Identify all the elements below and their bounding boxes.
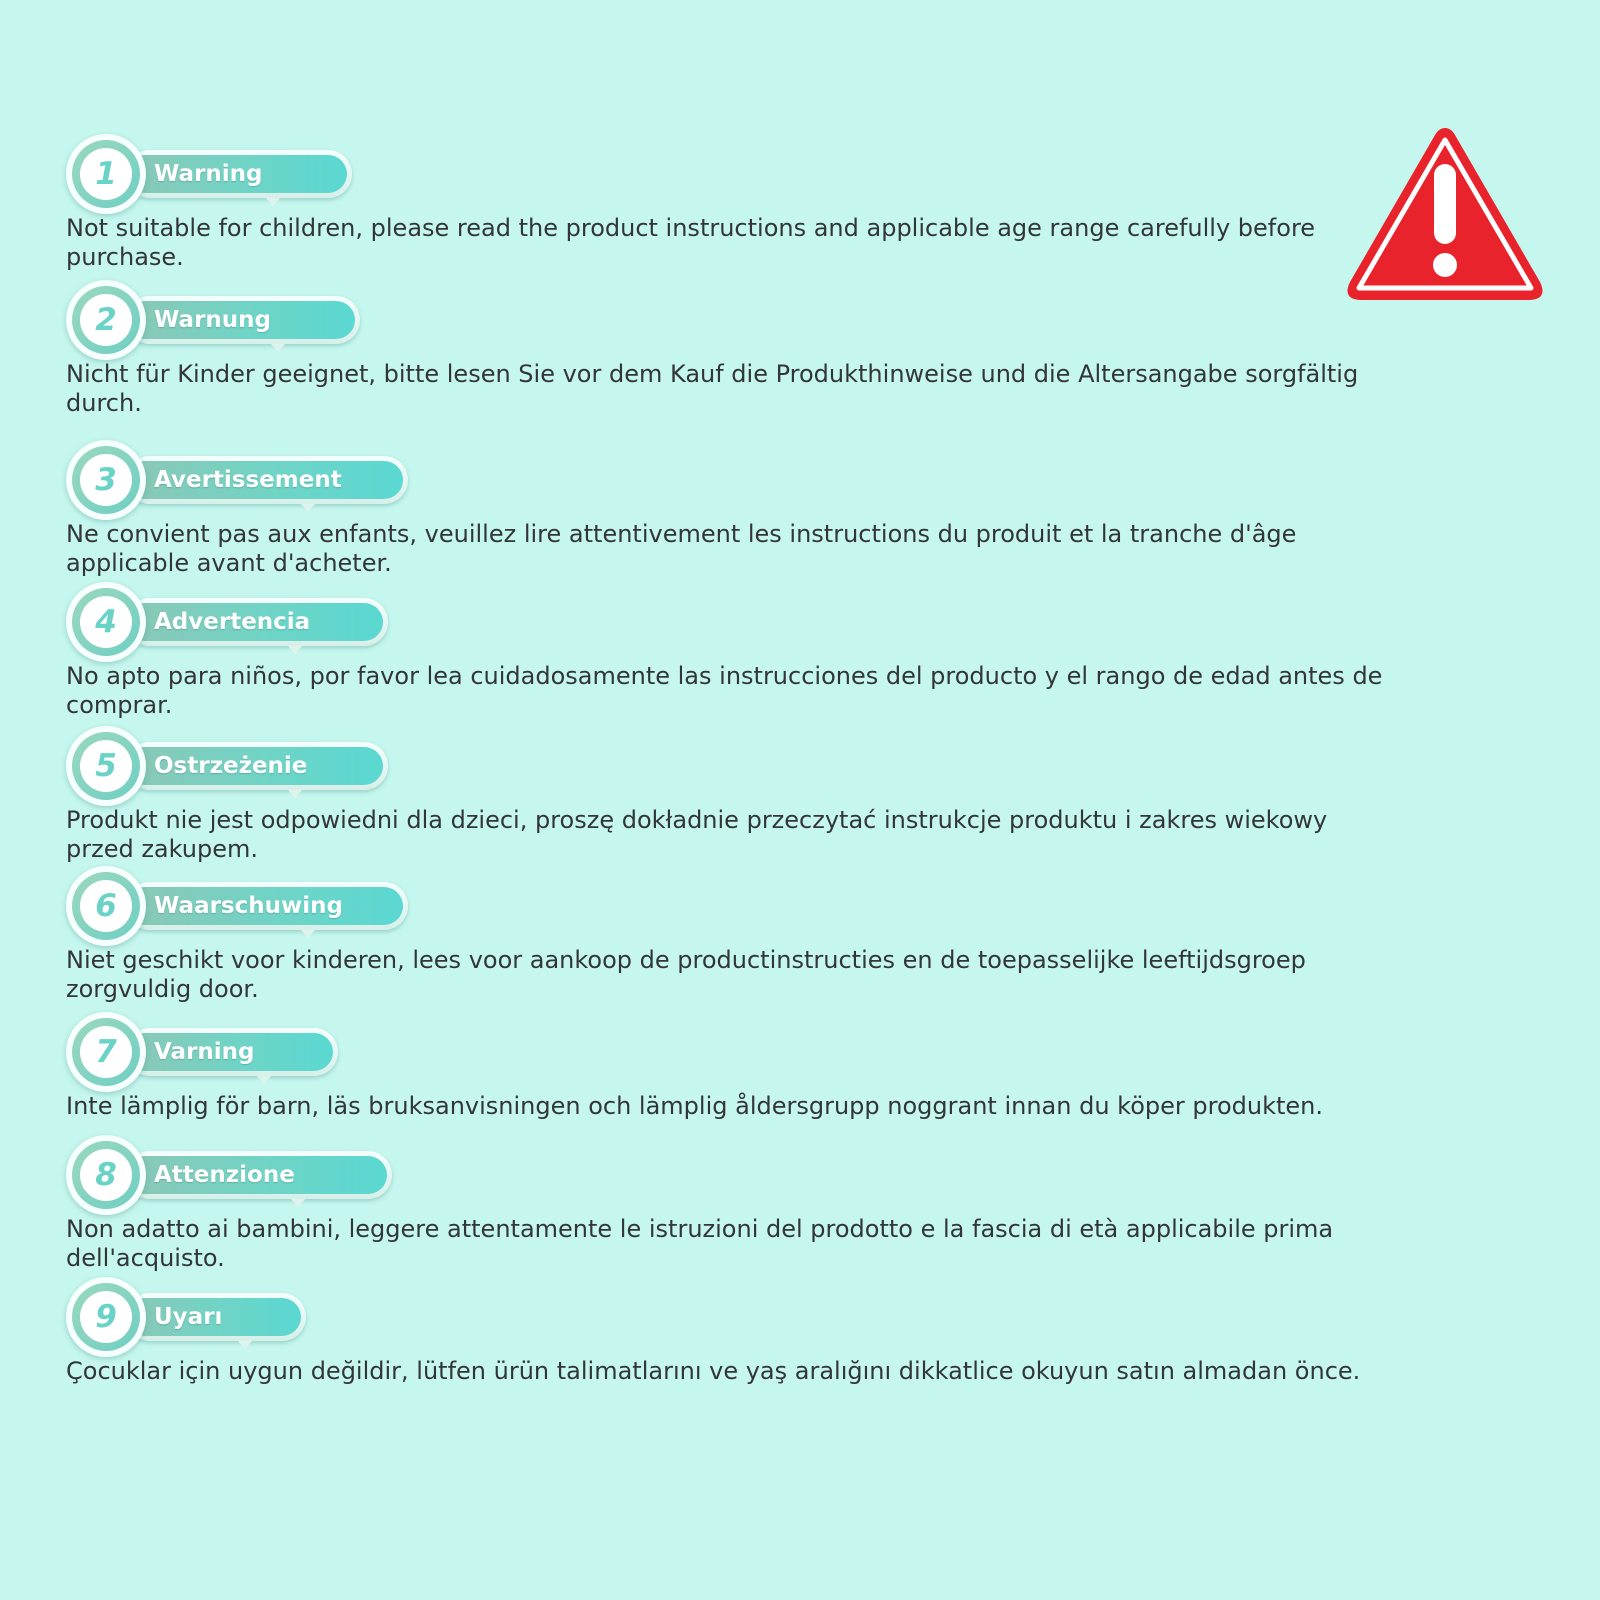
number-badge-core — [80, 596, 132, 648]
warning-text: Produkt nie jest odpowiedni dla dzieci, proszę dokładnie przeczytać instrukcje produktu i zakres wiekowy przed zakupem. — [66, 806, 1328, 863]
warning-item — [66, 1277, 1386, 1386]
warning-header — [66, 1012, 1386, 1092]
warning-title-pill — [126, 1028, 338, 1076]
warning-number: 1 — [95, 156, 117, 192]
warning-title: Advertencia — [154, 609, 311, 635]
warning-number: 4 — [95, 604, 117, 640]
pill-pointer — [301, 930, 315, 938]
warning-title-pill-inner — [126, 155, 347, 193]
warning-title-pill-inner — [126, 1298, 301, 1336]
number-badge-core — [80, 1026, 132, 1078]
pill-pointer — [288, 646, 302, 654]
warning-header — [66, 582, 1386, 662]
warning-header — [66, 1135, 1386, 1215]
warning-item — [66, 726, 1386, 864]
warning-title-pill-inner — [126, 1033, 333, 1071]
number-badge — [66, 582, 146, 662]
warning-text: Niet geschikt voor kinderen, lees voor aankoop de productinstructies en de toepasselijke leeftijdsgroep zorgvuldig door. — [66, 946, 1306, 1003]
warning-header — [66, 280, 1386, 360]
warning-header — [66, 866, 1386, 946]
number-badge-core — [80, 880, 132, 932]
warning-text: Ne convient pas aux enfants, veuillez lire attentivement les instructions du produit et la tranche d'âge applicable avant d'acheter. — [66, 520, 1297, 577]
pill-pointer — [291, 1199, 305, 1207]
number-badge-core — [80, 1149, 132, 1201]
warning-title: Avertissement — [154, 467, 342, 493]
pill-pointer — [288, 790, 302, 798]
warning-title: Warnung — [154, 307, 271, 333]
number-badge-ring — [72, 1283, 140, 1351]
warning-title-pill — [126, 1293, 306, 1341]
number-badge — [66, 726, 146, 806]
number-badge — [66, 280, 146, 360]
number-badge — [66, 134, 146, 214]
exclamation-dot — [1433, 253, 1457, 277]
warning-header — [66, 134, 1386, 214]
warning-number: 2 — [95, 302, 117, 338]
warning-header — [66, 726, 1386, 806]
warning-item — [66, 280, 1386, 418]
number-badge — [66, 440, 146, 520]
pill-pointer — [257, 1076, 271, 1084]
warning-item — [66, 582, 1386, 720]
warning-item — [66, 1012, 1386, 1121]
warning-title: Warning — [154, 161, 263, 187]
pill-pointer — [238, 1341, 252, 1349]
number-badge-core — [80, 148, 132, 200]
warning-title-pill-inner — [126, 461, 403, 499]
warning-title-pill-inner — [126, 603, 383, 641]
warning-text: Çocuklar için uygun değildir, lütfen ürün talimatlarını ve yaş aralığını dikkatlice okuyun satın almadan önce. — [66, 1357, 1361, 1385]
exclamation-bar — [1434, 164, 1456, 244]
warning-text: Nicht für Kinder geeignet, bitte lesen Sie vor dem Kauf die Produkthinweise und die Altersangabe sorgfältig durch. — [66, 360, 1359, 417]
warning-title-pill-inner — [126, 301, 355, 339]
pill-pointer — [266, 198, 280, 206]
warning-title: Uyarı — [154, 1304, 223, 1330]
warning-header — [66, 1277, 1386, 1357]
warning-item — [66, 1135, 1386, 1273]
warning-number: 9 — [95, 1299, 117, 1335]
warning-title-pill — [126, 456, 408, 504]
warning-title-pill-inner — [126, 887, 403, 925]
warning-number: 5 — [95, 748, 117, 784]
warning-number: 3 — [95, 462, 117, 498]
warning-text: Non adatto ai bambini, leggere attentamente le istruzioni del prodotto e la fascia di età applicabile prima dell'acquisto. — [66, 1215, 1334, 1272]
warning-title-pill-inner — [126, 1156, 387, 1194]
warning-title-pill — [126, 296, 360, 344]
number-badge-ring — [72, 1018, 140, 1086]
number-badge-core — [80, 294, 132, 346]
number-badge — [66, 1135, 146, 1215]
number-badge — [66, 866, 146, 946]
number-badge-ring — [72, 588, 140, 656]
warning-text: Inte lämplig för barn, läs bruksanvisningen och lämplig åldersgrupp noggrant innan du köper produkten. — [66, 1092, 1324, 1120]
number-badge-ring — [72, 446, 140, 514]
warning-title-pill — [126, 742, 388, 790]
warning-title-pill — [126, 150, 352, 198]
number-badge-core — [80, 740, 132, 792]
warning-title-pill — [126, 882, 408, 930]
warning-title: Attenzione — [154, 1162, 295, 1188]
warning-number: 7 — [95, 1034, 117, 1070]
warning-text: No apto para niños, por favor lea cuidadosamente las instrucciones del producto y el rango de edad antes de comprar. — [66, 662, 1383, 719]
warning-number: 8 — [95, 1157, 117, 1193]
warning-title: Varning — [154, 1039, 255, 1065]
warning-item — [66, 866, 1386, 1004]
number-badge-ring — [72, 140, 140, 208]
number-badge-ring — [72, 1141, 140, 1209]
warning-item — [66, 134, 1386, 272]
number-badge — [66, 1277, 146, 1357]
pill-pointer — [271, 344, 285, 352]
warning-title-pill — [126, 1151, 392, 1199]
number-badge-ring — [72, 872, 140, 940]
pill-pointer — [301, 504, 315, 512]
number-badge-core — [80, 454, 132, 506]
number-badge-core — [80, 1291, 132, 1343]
warning-title-pill — [126, 598, 388, 646]
warning-item — [66, 440, 1386, 578]
warning-text: Not suitable for children, please read the product instructions and applicable age range carefully before purchase. — [66, 214, 1316, 271]
number-badge-ring — [72, 286, 140, 354]
warning-title: Ostrzeżenie — [154, 753, 308, 779]
warning-title: Waarschuwing — [154, 893, 343, 919]
warning-title-pill-inner — [126, 747, 383, 785]
number-badge — [66, 1012, 146, 1092]
number-badge-ring — [72, 732, 140, 800]
warning-number: 6 — [95, 888, 117, 924]
warning-header — [66, 440, 1386, 520]
